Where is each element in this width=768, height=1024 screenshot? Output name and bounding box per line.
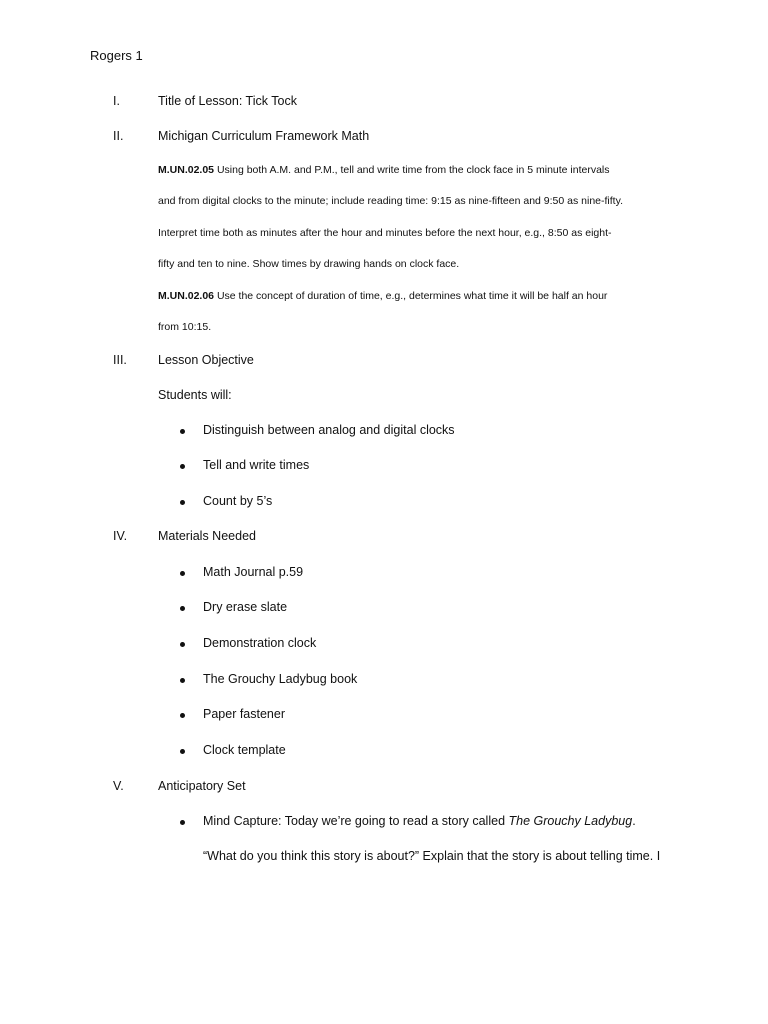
section-3-title: Lesson Objective [158, 353, 254, 367]
material-item: Paper fastener [203, 707, 285, 721]
material-item: Dry erase slate [203, 600, 288, 614]
standard-1-line-3: Interpret time both as minutes after the hour and minutes before the next hour, e.g., 8:50 as eight- [158, 227, 612, 239]
section-1-title: Title of Lesson: Tick Tock [158, 94, 297, 108]
objective-item: Distinguish between analog and digital clocks [203, 423, 455, 437]
bullet-icon [180, 571, 185, 576]
bullet-icon [180, 749, 185, 754]
section-4-title: Materials Needed [158, 529, 256, 543]
section-5-numeral: V. [113, 779, 124, 793]
running-head: Rogers 1 [90, 48, 143, 63]
bullet-icon [180, 606, 185, 611]
mind-capture-book-title: The Grouchy Ladybug [508, 814, 633, 828]
bullet-icon [180, 820, 185, 825]
bullet-icon [180, 678, 185, 683]
standard-1-line-2: and from digital clocks to the minute; include reading time: 9:15 as nine-fifteen and 9:50 as nine-fifty. [158, 195, 623, 207]
mind-capture-continuation: “What do you think this story is about?” Explain that the story is about telling time. I [203, 849, 661, 863]
bullet-icon [180, 464, 185, 469]
standard-2-text-1: Use the concept of duration of time, e.g., determines what time it will be half an hour [214, 290, 608, 302]
bullet-icon [180, 500, 185, 505]
bullet-icon [180, 429, 185, 434]
standard-2-line-1 [158, 290, 607, 302]
material-item: Math Journal p.59 [203, 565, 304, 579]
standard-1-text-1: Using both A.M. and P.M., tell and write time from the clock face in 5 minute intervals [214, 164, 610, 176]
section-5-title: Anticipatory Set [158, 779, 246, 793]
section-4-numeral: IV. [113, 529, 128, 543]
objective-item: Count by 5’s [203, 494, 273, 508]
section-1-numeral: I. [113, 94, 120, 108]
section-3-numeral: III. [113, 353, 127, 367]
standard-1-code: M.UN.02.05 [158, 164, 215, 176]
bullet-icon [180, 713, 185, 718]
bullet-icon [180, 642, 185, 647]
mind-capture-prefix: Mind Capture: Today we’re going to read a story called [203, 814, 509, 828]
material-item: The Grouchy Ladybug book [203, 672, 358, 686]
standard-1-line-4: fifty and ten to nine. Show times by drawing hands on clock face. [158, 258, 460, 270]
mind-capture-suffix: . [632, 814, 636, 828]
section-2-title: Michigan Curriculum Framework Math [158, 129, 370, 143]
objective-item: Tell and write times [203, 458, 310, 472]
material-item: Demonstration clock [203, 636, 317, 650]
standard-1-line-1 [158, 164, 610, 176]
mind-capture-line [203, 814, 636, 828]
standard-2-code: M.UN.02.06 [158, 290, 215, 302]
students-will-label: Students will: [158, 388, 232, 402]
standard-2-line-2: from 10:15. [158, 321, 212, 333]
material-item: Clock template [203, 743, 286, 757]
section-2-numeral: II. [113, 129, 124, 143]
